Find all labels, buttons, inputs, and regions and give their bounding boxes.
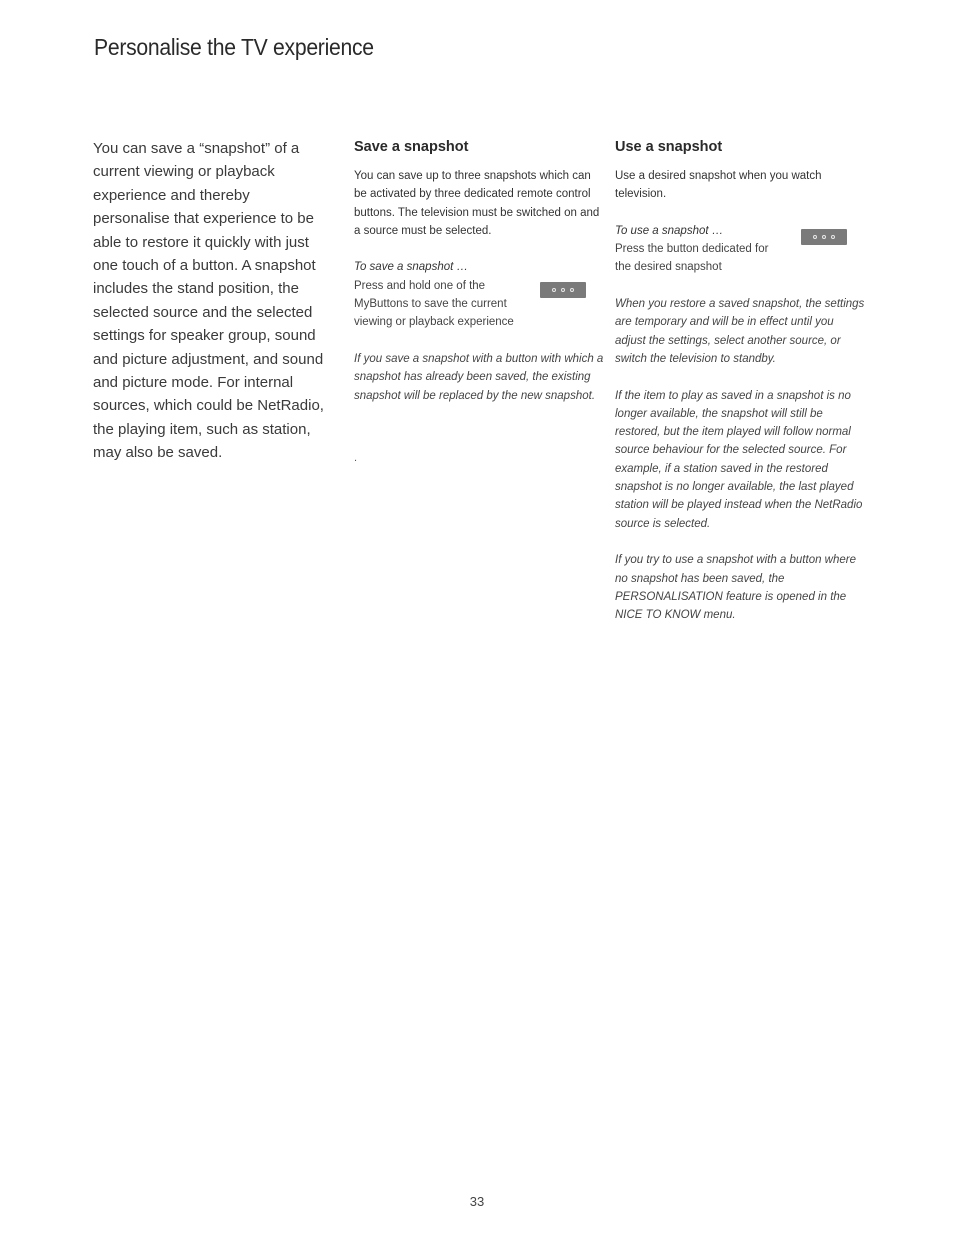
save-snapshot-note: If you save a snapshot with a button with which a snapshot has already been saved, the existing snapshot will be replaced by the new snapshot. xyxy=(354,352,604,402)
dot-icon xyxy=(831,235,835,239)
save-snapshot-heading: Save a snapshot xyxy=(354,139,469,155)
use-snapshot-note-3: If you try to use a snapshot with a button where no snapshot has been saved, the PERSONALISATION feature is opened in the NICE TO KNOW menu. xyxy=(615,554,857,622)
use-snapshot-step-lead: To use a snapshot … xyxy=(615,224,724,237)
save-snapshot-step-lead: To save a snapshot … xyxy=(354,261,469,274)
use-snapshot-step-text: Press the button dedicated for the desired snapshot xyxy=(615,243,769,274)
dot-icon xyxy=(822,235,826,239)
page-title: Personalise the TV experience xyxy=(94,34,374,60)
save-snapshot-section xyxy=(354,139,604,405)
save-snapshot-step xyxy=(354,258,604,331)
intro-paragraph: You can save a “snapshot” of a current viewing or playback experience and thereby personalise that experience to be able to restore it quickly with just one touch of a button. A snapshot includes the stand position, the selected source and the selected settings for speaker group, sound and picture adjustment, and sound and picture mode. For internal sources, which could be NetRadio, the playing item, such as station, may also be saved. xyxy=(93,140,324,462)
use-snapshot-note-2: If the item to play as saved in a snapshot is no longer available, the snapshot will still be restored, but the item played will follow normal source behaviour for the selected source. For example, if a station saved in the restored snapshot is no longer available, the last played station will be played instead when the NetRadio source is selected. xyxy=(615,389,863,530)
mybuttons-icon xyxy=(540,282,586,298)
use-snapshot-section xyxy=(615,139,865,624)
mybuttons-icon xyxy=(801,229,847,245)
save-snapshot-body: You can save up to three snapshots which can be activated by three dedicated remote control buttons. The television must be switched on and a source must be selected. xyxy=(354,170,600,237)
use-snapshot-body: Use a desired snapshot when you watch television. xyxy=(615,170,822,201)
dot-icon xyxy=(552,288,556,292)
use-snapshot-step xyxy=(615,222,865,277)
use-snapshot-heading: Use a snapshot xyxy=(615,139,723,155)
use-snapshot-note-1: When you restore a saved snapshot, the settings are temporary and will be in effect until you adjust the settings, select another source, or switch the television to standby. xyxy=(615,298,865,365)
save-snapshot-step-text: Press and hold one of the MyButtons to save the current viewing or playback experience xyxy=(354,279,514,329)
dot-icon xyxy=(570,288,574,292)
stray-mark: . xyxy=(354,452,358,464)
dot-icon xyxy=(561,288,565,292)
page-number: 33 xyxy=(469,1194,485,1209)
dot-icon xyxy=(813,235,817,239)
